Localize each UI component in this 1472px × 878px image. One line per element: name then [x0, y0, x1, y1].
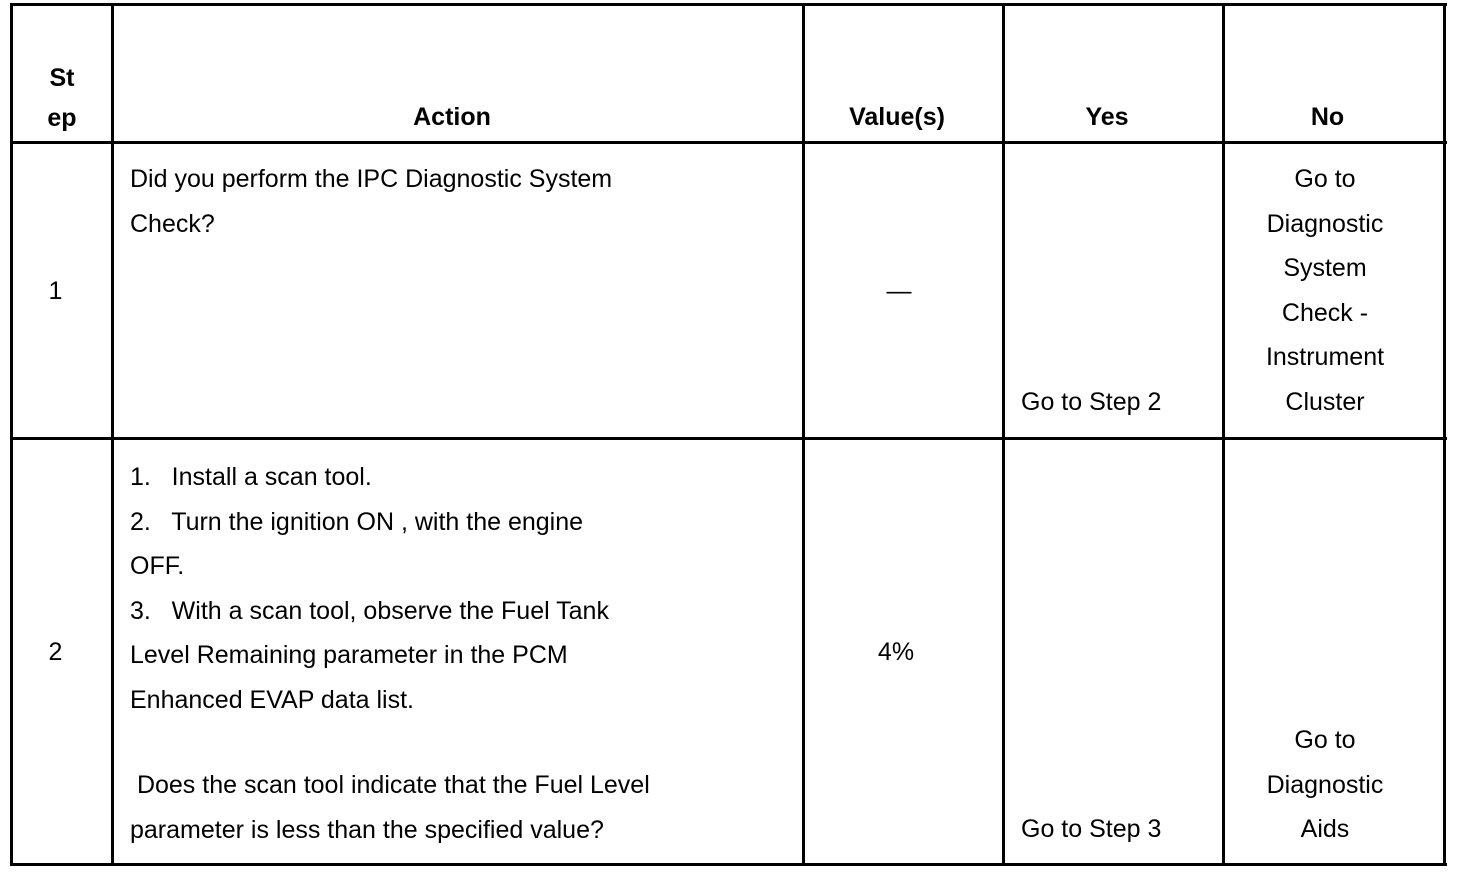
row2-action-line: 1. Install a scan tool. [130, 463, 372, 491]
row2-action-line: Enhanced EVAP data list. [130, 685, 414, 714]
row1-no-line: System [1283, 254, 1367, 282]
row2-no-line: Go to [1294, 726, 1356, 754]
row2-question-line: Does the scan tool indicate that the Fuel Level [130, 771, 650, 799]
header-step [13, 58, 111, 138]
row2-action-line: 2. Turn the ignition ON , with the engine [130, 507, 584, 536]
row1-yes: Go to Step 2 [1021, 388, 1162, 416]
row2-no-line: Diagnostic [1266, 770, 1384, 799]
row2-no-line: Aids [1300, 815, 1350, 843]
header-yes: Yes [1085, 103, 1129, 131]
row1-step: 1 [48, 277, 63, 305]
header-action: Action [413, 103, 491, 131]
table-border-right [1443, 3, 1446, 866]
row1-action-line: Did you perform the IPC Diagnostic System [130, 165, 613, 193]
header-values: Value(s) [849, 103, 945, 131]
row1-action-line: Check? [130, 209, 215, 238]
table-border-top [10, 3, 1447, 6]
row1-no-line: Cluster [1285, 387, 1365, 416]
row2-question-line: parameter is less than the specified value? [130, 815, 604, 844]
row1-no [1225, 157, 1425, 424]
row1-no-line: Instrument [1265, 343, 1385, 371]
header-divider [10, 141, 1447, 144]
row2-action-line: 3. With a scan tool, observe the Fuel Tank [130, 596, 609, 625]
row1-no-line: Diagnostic [1266, 209, 1384, 238]
row1-action [130, 157, 612, 246]
row2-question [130, 763, 650, 852]
row1-value: — [886, 277, 912, 305]
header-no: No [1310, 103, 1345, 131]
row2-action-line: Level Remaining parameter in the PCM [130, 641, 568, 669]
row2-no [1225, 718, 1425, 852]
header-step-line2: ep [47, 104, 77, 132]
table-border-bottom [10, 863, 1447, 866]
row2-value: 4% [877, 638, 915, 666]
row2-action [130, 455, 609, 722]
row2-step: 2 [48, 638, 63, 666]
row1-no-line: Check - [1281, 298, 1369, 327]
row-divider [10, 437, 1447, 440]
row2-yes: Go to Step 3 [1021, 815, 1162, 843]
row2-action-line: OFF. [130, 552, 185, 580]
row1-no-line: Go to [1294, 165, 1356, 193]
header-step-line1: St [49, 64, 75, 92]
